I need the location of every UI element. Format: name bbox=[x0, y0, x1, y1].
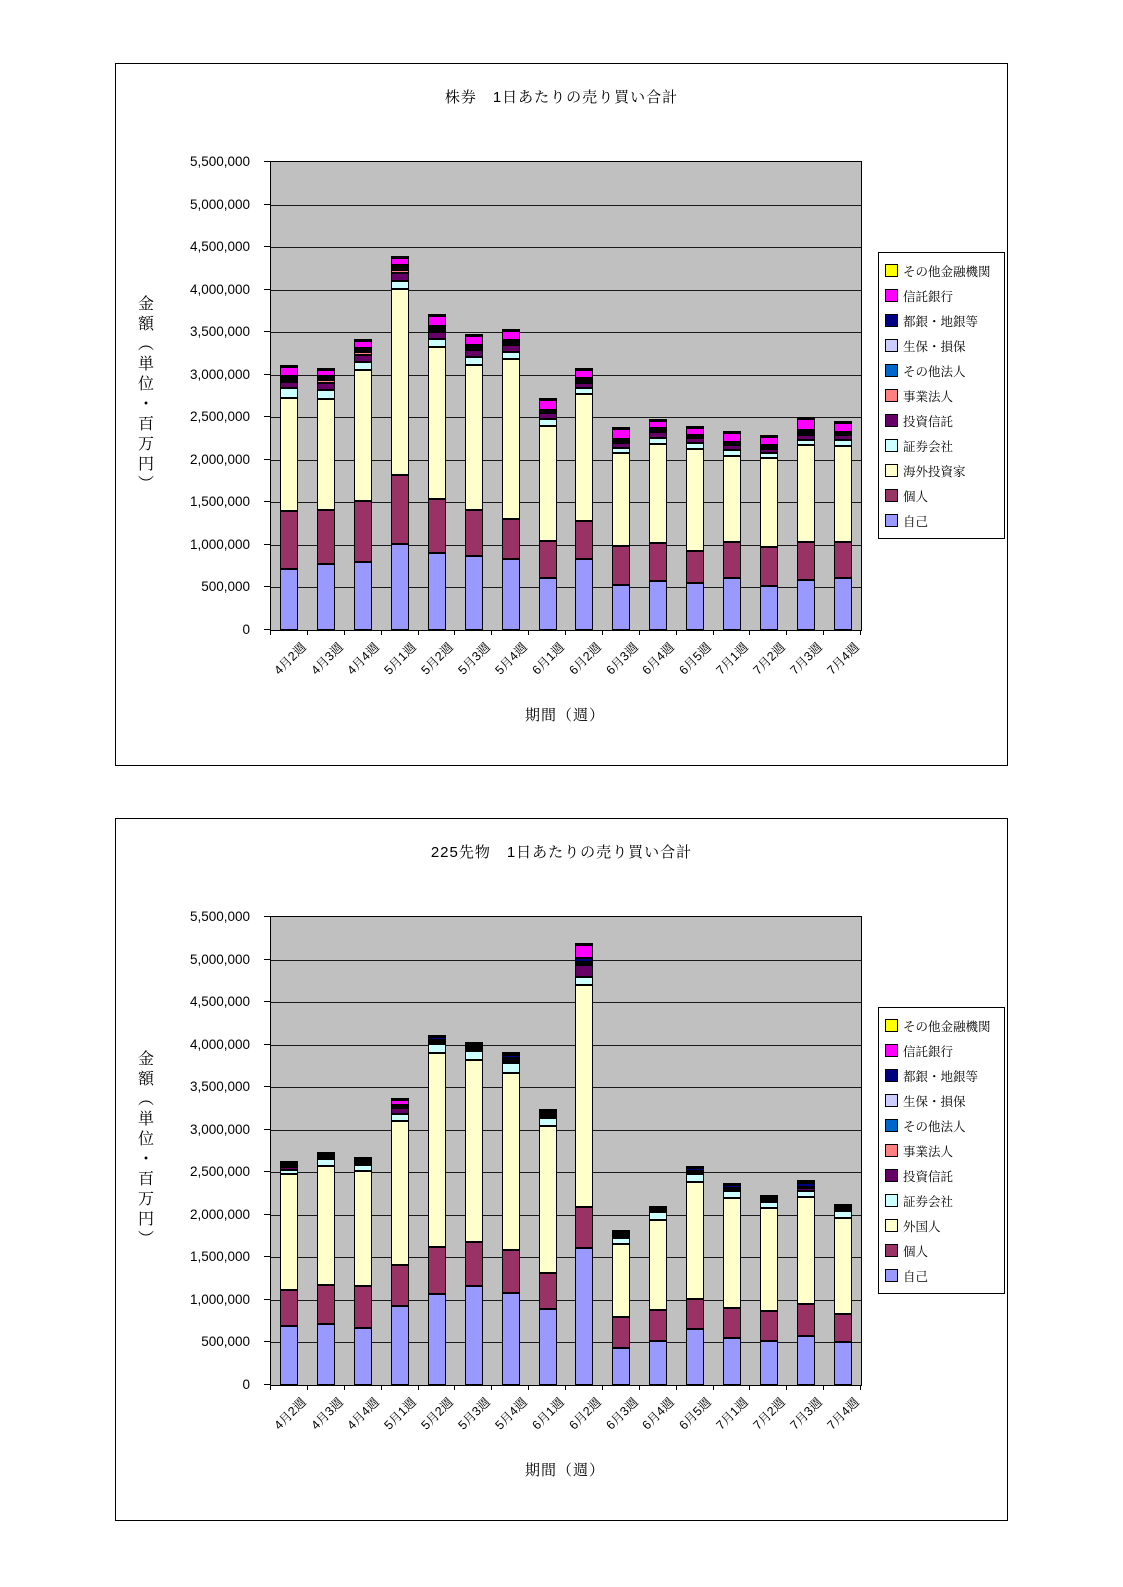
x-tick-label: 7月2週 bbox=[750, 1395, 788, 1433]
legend-color-chip bbox=[885, 1094, 898, 1107]
legend-item-individuals bbox=[885, 483, 1002, 508]
x-tick-label: 7月4週 bbox=[824, 1395, 862, 1433]
legend-item-label: その他金融機関 bbox=[903, 264, 991, 279]
y-tick-label: 5,500,000 bbox=[189, 909, 250, 924]
x-tick-label: 5月2週 bbox=[418, 640, 457, 678]
y-tick-label: 5,500,000 bbox=[189, 154, 250, 169]
x-tick-label: 6月3週 bbox=[603, 640, 641, 678]
legend-color-chip bbox=[885, 1144, 898, 1157]
x-tick-mark bbox=[307, 1385, 308, 1390]
chart-futures bbox=[115, 818, 1008, 1521]
legend-item-city-regional-banks bbox=[885, 308, 1002, 333]
legend-item-business-corporations bbox=[885, 383, 1002, 408]
x-tick-label: 5月2週 bbox=[418, 1395, 457, 1433]
chart-stocks bbox=[115, 63, 1008, 766]
x-tick-label: 5月3週 bbox=[455, 640, 493, 678]
y-tick-label: 2,000,000 bbox=[189, 1206, 250, 1222]
legend-item-other-corporations bbox=[885, 1113, 1002, 1138]
legend-item-label: 個人 bbox=[903, 1244, 929, 1259]
x-tick-mark bbox=[639, 1385, 640, 1390]
y-tick-label: 1,500,000 bbox=[189, 494, 250, 510]
legend-item-other-financial-institutions bbox=[885, 258, 1002, 283]
x-tick-label: 5月1週 bbox=[381, 640, 420, 678]
legend-color-chip bbox=[885, 1194, 898, 1207]
legend-item-label: 都銀・地銀等 bbox=[903, 1069, 979, 1084]
legend-item-label: 事業法人 bbox=[903, 389, 954, 404]
x-tick-mark bbox=[381, 630, 382, 635]
legend-item-label: 海外投資家 bbox=[903, 464, 966, 479]
legend-color-chip bbox=[885, 1044, 898, 1057]
x-tick-mark bbox=[418, 630, 419, 635]
legend-color-chip bbox=[885, 1019, 898, 1032]
x-tick-label: 6月1週 bbox=[529, 1395, 567, 1433]
legend-item-label: 都銀・地銀等 bbox=[903, 314, 979, 329]
x-tick-mark bbox=[565, 630, 566, 635]
x-tick-mark bbox=[676, 630, 677, 635]
legend-item-label: 個人 bbox=[903, 489, 929, 504]
x-tick-label: 6月4週 bbox=[639, 640, 678, 678]
y-tick-label: 4,000,000 bbox=[189, 281, 250, 297]
x-tick-label: 5月1週 bbox=[381, 1395, 420, 1433]
x-tick-label: 5月4週 bbox=[492, 640, 530, 678]
x-axis-labels bbox=[116, 64, 1007, 765]
legend-item-label: 事業法人 bbox=[903, 1144, 954, 1159]
x-tick-mark bbox=[565, 1385, 566, 1390]
x-tick-label: 4月2週 bbox=[271, 640, 309, 678]
legend-color-chip bbox=[885, 1169, 898, 1182]
legend-color-chip bbox=[885, 514, 898, 527]
legend-item-individuals bbox=[885, 1238, 1002, 1263]
x-tick-label: 6月1週 bbox=[529, 640, 567, 678]
x-tick-mark bbox=[270, 630, 271, 635]
x-tick-mark bbox=[786, 1385, 787, 1390]
legend-item-label: その他法人 bbox=[903, 364, 966, 379]
y-tick-label: 5,000,000 bbox=[189, 196, 250, 212]
x-tick-mark bbox=[344, 630, 345, 635]
legend-item-securities-firms bbox=[885, 433, 1002, 458]
x-tick-mark bbox=[418, 1385, 419, 1390]
x-tick-label: 4月2週 bbox=[271, 1395, 309, 1433]
legend-item-investment-trusts bbox=[885, 1163, 1002, 1188]
x-tick-label: 7月3週 bbox=[787, 640, 825, 678]
legend-item-proprietary bbox=[885, 508, 1002, 533]
x-tick-label: 5月3週 bbox=[455, 1395, 493, 1433]
legend-item-label: 外国人 bbox=[903, 1219, 941, 1234]
legend-color-chip bbox=[885, 464, 898, 477]
x-tick-label: 7月4週 bbox=[824, 640, 862, 678]
x-tick-mark bbox=[823, 630, 824, 635]
x-tick-mark bbox=[381, 1385, 382, 1390]
x-tick-mark bbox=[602, 1385, 603, 1390]
legend-item-label: 証券会社 bbox=[903, 439, 954, 454]
y-tick-label: 2,500,000 bbox=[189, 409, 250, 425]
x-tick-label: 6月4週 bbox=[639, 1395, 678, 1433]
y-tick-label: 4,500,000 bbox=[189, 239, 250, 255]
legend-item-securities-firms bbox=[885, 1188, 1002, 1213]
legend-item-label: 証券会社 bbox=[903, 1194, 954, 1209]
x-tick-label: 6月3週 bbox=[603, 1395, 641, 1433]
legend-color-chip bbox=[885, 1269, 898, 1282]
x-tick-label: 6月5週 bbox=[676, 1395, 715, 1433]
legend-item-label: 自己 bbox=[903, 514, 929, 529]
y-tick-label: 3,000,000 bbox=[189, 366, 250, 382]
x-tick-label: 6月2週 bbox=[566, 1395, 604, 1433]
x-tick-mark bbox=[860, 630, 861, 635]
legend-item-trust-banks bbox=[885, 1038, 1002, 1063]
legend-item-label: 生保・損保 bbox=[903, 339, 966, 354]
x-tick-mark bbox=[454, 630, 455, 635]
legend-item-label: その他金融機関 bbox=[903, 1019, 991, 1034]
legend-color-chip bbox=[885, 264, 898, 277]
y-tick-label: 1,500,000 bbox=[189, 1249, 250, 1265]
y-axis-title: 金額（単位・百万円） bbox=[135, 295, 153, 495]
y-tick-label: 0 bbox=[242, 622, 250, 637]
y-tick-label: 3,000,000 bbox=[189, 1121, 250, 1137]
x-axis-title: 期間（週） bbox=[524, 707, 605, 724]
x-tick-mark bbox=[528, 1385, 529, 1390]
legend-color-chip bbox=[885, 389, 898, 402]
y-tick-label: 1,000,000 bbox=[189, 536, 250, 552]
legend-color-chip bbox=[885, 339, 898, 352]
legend-color-chip bbox=[885, 1219, 898, 1232]
legend-color-chip bbox=[885, 289, 898, 302]
legend-color-chip bbox=[885, 314, 898, 327]
legend-item-foreigners bbox=[885, 1213, 1002, 1238]
legend-item-trust-banks bbox=[885, 283, 1002, 308]
x-axis-title: 期間（週） bbox=[524, 1462, 605, 1479]
legend-item-city-regional-banks bbox=[885, 1063, 1002, 1088]
x-tick-mark bbox=[676, 1385, 677, 1390]
x-tick-mark bbox=[344, 1385, 345, 1390]
x-tick-mark bbox=[491, 630, 492, 635]
legend-item-foreign-investors bbox=[885, 458, 1002, 483]
x-tick-mark bbox=[749, 1385, 750, 1390]
legend-item-label: 信託銀行 bbox=[903, 289, 954, 304]
x-tick-mark bbox=[639, 630, 640, 635]
x-tick-mark bbox=[602, 630, 603, 635]
legend-item-label: 信託銀行 bbox=[903, 1044, 954, 1059]
legend-color-chip bbox=[885, 364, 898, 377]
x-tick-mark bbox=[786, 630, 787, 635]
y-tick-label: 2,000,000 bbox=[189, 451, 250, 467]
legend-color-chip bbox=[885, 439, 898, 452]
x-tick-label: 6月5週 bbox=[676, 640, 715, 678]
legend-item-life-nonlife-insurance bbox=[885, 333, 1002, 358]
legend-color-chip bbox=[885, 414, 898, 427]
legend-color-chip bbox=[885, 489, 898, 502]
legend bbox=[878, 1007, 1005, 1294]
legend bbox=[878, 252, 1005, 539]
legend-item-other-financial-institutions bbox=[885, 1013, 1002, 1038]
x-tick-label: 7月1週 bbox=[713, 640, 752, 678]
x-tick-mark bbox=[454, 1385, 455, 1390]
x-tick-label: 7月3週 bbox=[787, 1395, 825, 1433]
chart-title: 225先物 1日あたりの売り買い合計 bbox=[430, 844, 693, 861]
y-tick-label: 500,000 bbox=[201, 1334, 250, 1350]
x-tick-mark bbox=[270, 1385, 271, 1390]
x-tick-mark bbox=[823, 1385, 824, 1390]
legend-color-chip bbox=[885, 1244, 898, 1257]
legend-item-label: 投資信託 bbox=[903, 1169, 954, 1184]
legend-item-business-corporations bbox=[885, 1138, 1002, 1163]
x-tick-mark bbox=[528, 630, 529, 635]
x-tick-label: 4月3週 bbox=[308, 1395, 346, 1433]
y-tick-label: 4,000,000 bbox=[189, 1036, 250, 1052]
legend-item-label: 自己 bbox=[903, 1269, 929, 1284]
chart-title: 株券 1日あたりの売り買い合計 bbox=[444, 89, 679, 106]
y-tick-label: 1,000,000 bbox=[189, 1291, 250, 1307]
x-tick-mark bbox=[749, 630, 750, 635]
x-tick-mark bbox=[713, 1385, 714, 1390]
legend-item-label: 生保・損保 bbox=[903, 1094, 966, 1109]
x-tick-mark bbox=[713, 630, 714, 635]
x-tick-label: 4月4週 bbox=[344, 640, 383, 678]
x-tick-mark bbox=[491, 1385, 492, 1390]
x-axis-labels bbox=[116, 819, 1007, 1520]
y-tick-label: 3,500,000 bbox=[189, 1079, 250, 1095]
legend-item-investment-trusts bbox=[885, 408, 1002, 433]
y-tick-label: 0 bbox=[242, 1377, 250, 1392]
y-tick-label: 500,000 bbox=[201, 579, 250, 595]
x-tick-label: 7月2週 bbox=[750, 640, 788, 678]
x-tick-label: 7月1週 bbox=[713, 1395, 752, 1433]
x-tick-label: 6月2週 bbox=[566, 640, 604, 678]
legend-color-chip bbox=[885, 1069, 898, 1082]
x-tick-mark bbox=[860, 1385, 861, 1390]
legend-item-proprietary bbox=[885, 1263, 1002, 1288]
y-axis-title: 金額（単位・百万円） bbox=[135, 1050, 153, 1250]
y-tick-label: 5,000,000 bbox=[189, 951, 250, 967]
legend-item-life-nonlife-insurance bbox=[885, 1088, 1002, 1113]
legend-color-chip bbox=[885, 1119, 898, 1132]
x-tick-label: 5月4週 bbox=[492, 1395, 530, 1433]
legend-item-other-corporations bbox=[885, 358, 1002, 383]
x-tick-label: 4月4週 bbox=[344, 1395, 383, 1433]
legend-item-label: その他法人 bbox=[903, 1119, 966, 1134]
y-tick-label: 2,500,000 bbox=[189, 1164, 250, 1180]
y-tick-label: 3,500,000 bbox=[189, 324, 250, 340]
x-tick-mark bbox=[307, 630, 308, 635]
x-tick-label: 4月3週 bbox=[308, 640, 346, 678]
y-tick-label: 4,500,000 bbox=[189, 994, 250, 1010]
legend-item-label: 投資信託 bbox=[903, 414, 954, 429]
